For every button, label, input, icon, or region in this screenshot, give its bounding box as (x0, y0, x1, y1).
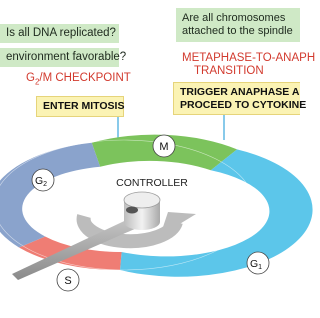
g2m-checkpoint-label: $G_2/M$ CHECKPOINT (26, 72, 131, 87)
s-phase-label: S (64, 275, 72, 287)
controller-knob-top (124, 192, 160, 208)
trigger-anaphase-line-2: PROCEED TO CYTOKINE (180, 98, 307, 111)
metaphase-line-1: METAPHASE-TO-ANAPH (182, 52, 316, 64)
g1-phase-label: G1 (249, 258, 263, 271)
controller-knob-pin (126, 207, 138, 214)
enter-mitosis-text: ENTER MITOSIS (43, 100, 125, 112)
metaphase-anaphase-label (182, 52, 316, 78)
chromosomes-question-line-1: Are all chromosomes (182, 12, 286, 24)
g2-phase-label: G2 (34, 175, 48, 188)
controller-label: CONTROLLER (116, 177, 188, 189)
enter-mitosis-box (36, 96, 124, 117)
dna-replicated-text: Is all DNA replicated? (6, 27, 116, 39)
chromosomes-question-line-2: attached to the spindle (182, 25, 293, 38)
trigger-anaphase-line-1: TRIGGER ANAPHASE A (180, 86, 300, 98)
trigger-anaphase-box (173, 82, 307, 115)
dna-replicated-question (0, 24, 119, 43)
environment-favorable-text: environment favorable? (6, 51, 127, 63)
chromosomes-attached-question (176, 8, 300, 42)
m-phase-label: M (159, 141, 169, 153)
environment-favorable-question (0, 48, 127, 67)
metaphase-line-2: TRANSITION (194, 65, 264, 78)
